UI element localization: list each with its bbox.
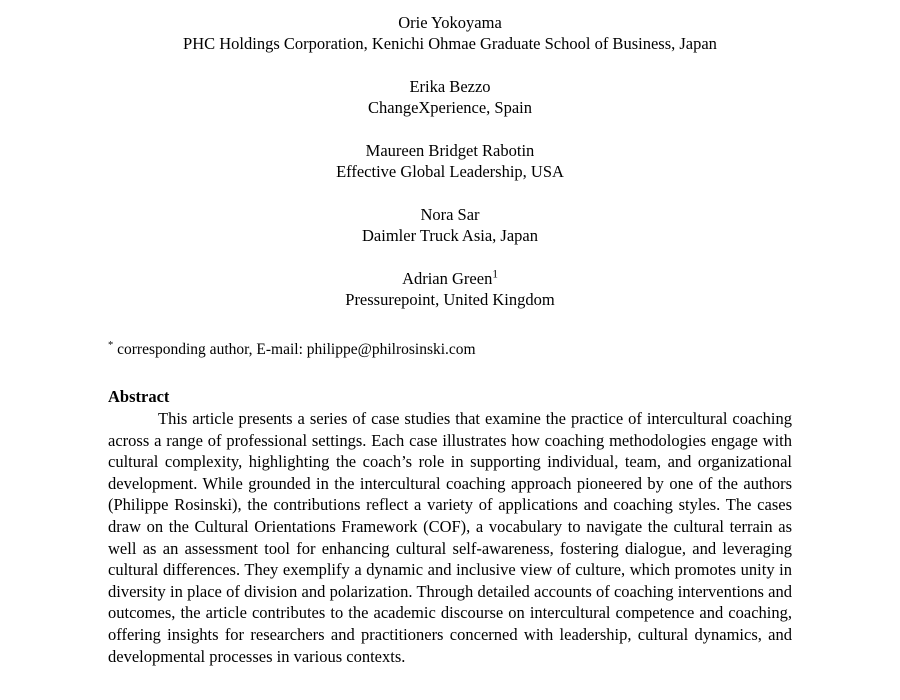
author-block — [108, 12, 792, 310]
author-name — [108, 268, 792, 289]
abstract-section — [108, 386, 792, 667]
author-entry — [108, 268, 792, 310]
author-name: Nora Sar — [420, 205, 480, 224]
author-affiliation: Effective Global Leadership, USA — [336, 162, 564, 181]
author-affiliation: Daimler Truck Asia, Japan — [362, 226, 538, 245]
author-entry — [108, 204, 792, 246]
abstract-body: This article presents a series of case studies that examine the practice of intercultural coaching across a range of professional settings. Each case illustrates how coaching methodologies engage with cultural complexity, highlighting the coach’s role in supporting individual, team, and organizational development. While grounded in the intercultural coaching approach pioneered by one of the authors (Philippe Rosinski), the contributions reflect a variety of applications and coaching styles. The cases draw on the Cultural Orientations Framework (COF), a vocabulary to navigate the cultural terrain as well as an assessment tool for enhancing cultural self-awareness, fostering dialogue, and leveraging cultural differences. They exemplify a dynamic and inclusive view of culture, which promotes unity in diversity in place of division and polarization. Through detailed accounts of coaching interventions and outcomes, the article contributes to the academic discourse on intercultural competence and coaching, offering insights for researchers and practitioners concerned with leadership, cultural dynamics, and developmental processes in various contexts. — [108, 409, 792, 666]
author-footnote-marker: 1 — [492, 268, 498, 281]
author-name: Erika Bezzo — [409, 77, 491, 96]
author-entry — [108, 12, 792, 54]
asterisk-marker-icon: * — [108, 339, 114, 351]
author-affiliation: ChangeXperience, Spain — [367, 98, 533, 117]
author-affiliation: PHC Holdings Corporation, Kenichi Ohmae Graduate School of Business, Japan — [183, 34, 717, 53]
author-entry — [108, 76, 792, 118]
corresponding-author-note — [108, 340, 792, 360]
author-entry — [108, 140, 792, 182]
author-affiliation: Pressurepoint, United Kingdom — [345, 290, 555, 309]
author-name: Orie Yokoyama — [398, 13, 502, 32]
corresponding-author-text: corresponding author, E-mail: philippe@philrosinski.com — [117, 341, 476, 358]
author-name-text: Adrian Green — [402, 269, 493, 288]
abstract-heading: Abstract — [108, 387, 170, 406]
author-name: Maureen Bridget Rabotin — [365, 141, 535, 160]
